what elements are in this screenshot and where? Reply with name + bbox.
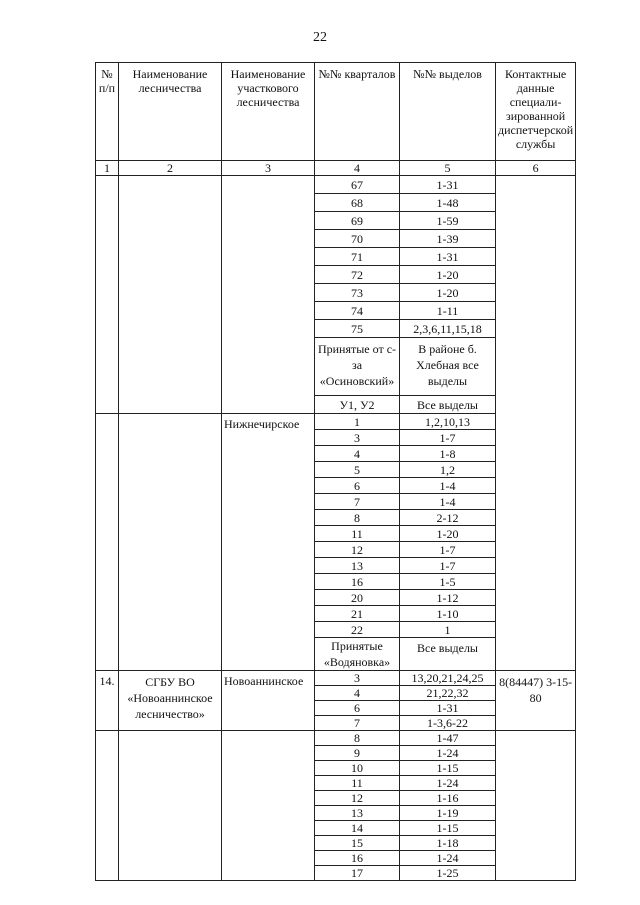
table-row [96, 671, 576, 686]
quarter-cell: 68 [315, 194, 400, 212]
section-cell: 1-25 [400, 866, 496, 881]
section-cell: 1-12 [400, 590, 496, 606]
section-cell: 1-20 [400, 266, 496, 284]
district-name: Нижнечирское [222, 414, 315, 671]
quarter-cell: 4 [315, 686, 400, 701]
section-cell: 1-10 [400, 606, 496, 622]
section-cell: Все выделы [400, 638, 496, 671]
col-number: 1 [96, 161, 119, 176]
section-cell: 13,20,21,24,25 [400, 671, 496, 686]
section-cell: 1-15 [400, 821, 496, 836]
quarter-cell: 71 [315, 248, 400, 266]
section-cell: 1-24 [400, 746, 496, 761]
empty-cell [96, 414, 119, 671]
col-number: 3 [222, 161, 315, 176]
empty-cell [119, 176, 222, 414]
section-cell: 1-31 [400, 701, 496, 716]
section-cell: Все выделы [400, 396, 496, 414]
quarter-cell: 74 [315, 302, 400, 320]
empty-cell [119, 731, 222, 881]
empty-cell [222, 176, 315, 414]
section-cell: 1-20 [400, 526, 496, 542]
header-sections: №№ выделов [400, 63, 496, 161]
quarter-cell: 5 [315, 462, 400, 478]
quarter-cell: 16 [315, 851, 400, 866]
empty-cell [96, 731, 119, 881]
section-cell: 1 [400, 622, 496, 638]
quarter-cell: 8 [315, 510, 400, 526]
header-contact: Контактные данные специали-зированной диспетчерской службы [496, 63, 576, 161]
section-cell: 1-18 [400, 836, 496, 851]
section-cell: 1-31 [400, 248, 496, 266]
section-cell: 1-31 [400, 176, 496, 194]
section-cell: 1-4 [400, 478, 496, 494]
header-forestry: Наименование лесничества [119, 63, 222, 161]
quarter-cell: 11 [315, 776, 400, 791]
section-cell: 2,3,6,11,15,18 [400, 320, 496, 338]
forestry-table [95, 62, 576, 881]
column-number-row [96, 161, 576, 176]
section-cell: 1-5 [400, 574, 496, 590]
quarter-cell: 6 [315, 478, 400, 494]
section-cell: 1-48 [400, 194, 496, 212]
quarter-cell: 70 [315, 230, 400, 248]
section-cell: 1-8 [400, 446, 496, 462]
quarter-cell: 11 [315, 526, 400, 542]
quarter-cell: 6 [315, 701, 400, 716]
section-cell: 1-24 [400, 776, 496, 791]
section-cell: 1-3,6-22 [400, 716, 496, 731]
forestry-name: СГБУ ВО «Новоаннинское лесничество» [119, 671, 222, 731]
quarter-cell: 69 [315, 212, 400, 230]
col-number: 4 [315, 161, 400, 176]
section-cell: 1-7 [400, 558, 496, 574]
empty-cell [119, 414, 222, 671]
quarter-cell: 16 [315, 574, 400, 590]
section-cell: 1-4 [400, 494, 496, 510]
empty-cell [222, 731, 315, 881]
header-district: Наименование участкового лесничества [222, 63, 315, 161]
col-number: 5 [400, 161, 496, 176]
quarter-cell: 8 [315, 731, 400, 746]
empty-cell [496, 176, 576, 671]
empty-cell [96, 176, 119, 414]
district-name: Новоаннинское [222, 671, 315, 731]
quarter-cell: 13 [315, 806, 400, 821]
quarter-cell: Принятые от с-за «Осиновский» [315, 338, 400, 396]
empty-cell [496, 731, 576, 881]
header-num: № п/п [96, 63, 119, 161]
quarter-cell: 7 [315, 494, 400, 510]
quarter-cell: 10 [315, 761, 400, 776]
section-cell: 1-24 [400, 851, 496, 866]
quarter-cell: 3 [315, 430, 400, 446]
contact-info: 8(84447) 3-15-80 [496, 671, 576, 731]
section-cell: 1-7 [400, 430, 496, 446]
section-cell: 1-39 [400, 230, 496, 248]
quarter-cell: 7 [315, 716, 400, 731]
quarter-cell: 21 [315, 606, 400, 622]
quarter-cell: 75 [315, 320, 400, 338]
table-row [96, 176, 576, 194]
quarter-cell: 4 [315, 446, 400, 462]
quarter-cell: 12 [315, 791, 400, 806]
quarter-cell: У1, У2 [315, 396, 400, 414]
quarter-cell: 15 [315, 836, 400, 851]
quarter-cell: 9 [315, 746, 400, 761]
quarter-cell: 72 [315, 266, 400, 284]
quarter-cell: 1 [315, 414, 400, 430]
header-quarters: №№ кварталов [315, 63, 400, 161]
section-cell: 1-59 [400, 212, 496, 230]
section-cell: 1-16 [400, 791, 496, 806]
quarter-cell: 12 [315, 542, 400, 558]
quarter-cell: 67 [315, 176, 400, 194]
section-cell: 1-20 [400, 284, 496, 302]
quarter-cell: 22 [315, 622, 400, 638]
section-cell: 1,2 [400, 462, 496, 478]
table-row [96, 731, 576, 746]
quarter-cell: 73 [315, 284, 400, 302]
section-cell: 1,2,10,13 [400, 414, 496, 430]
table-header-row [96, 63, 576, 161]
col-number: 6 [496, 161, 576, 176]
quarter-cell: 13 [315, 558, 400, 574]
quarter-cell: Принятые «Водяновка» [315, 638, 400, 671]
section-cell: 1-15 [400, 761, 496, 776]
section-cell: 2-12 [400, 510, 496, 526]
quarter-cell: 3 [315, 671, 400, 686]
quarter-cell: 20 [315, 590, 400, 606]
quarter-cell: 17 [315, 866, 400, 881]
section-cell: В районе б. Хлебная все выделы [400, 338, 496, 396]
row-number: 14. [96, 671, 119, 731]
section-cell: 21,22,32 [400, 686, 496, 701]
section-cell: 1-11 [400, 302, 496, 320]
section-cell: 1-19 [400, 806, 496, 821]
page-number: 22 [313, 30, 327, 45]
section-cell: 1-7 [400, 542, 496, 558]
col-number: 2 [119, 161, 222, 176]
quarter-cell: 14 [315, 821, 400, 836]
section-cell: 1-47 [400, 731, 496, 746]
